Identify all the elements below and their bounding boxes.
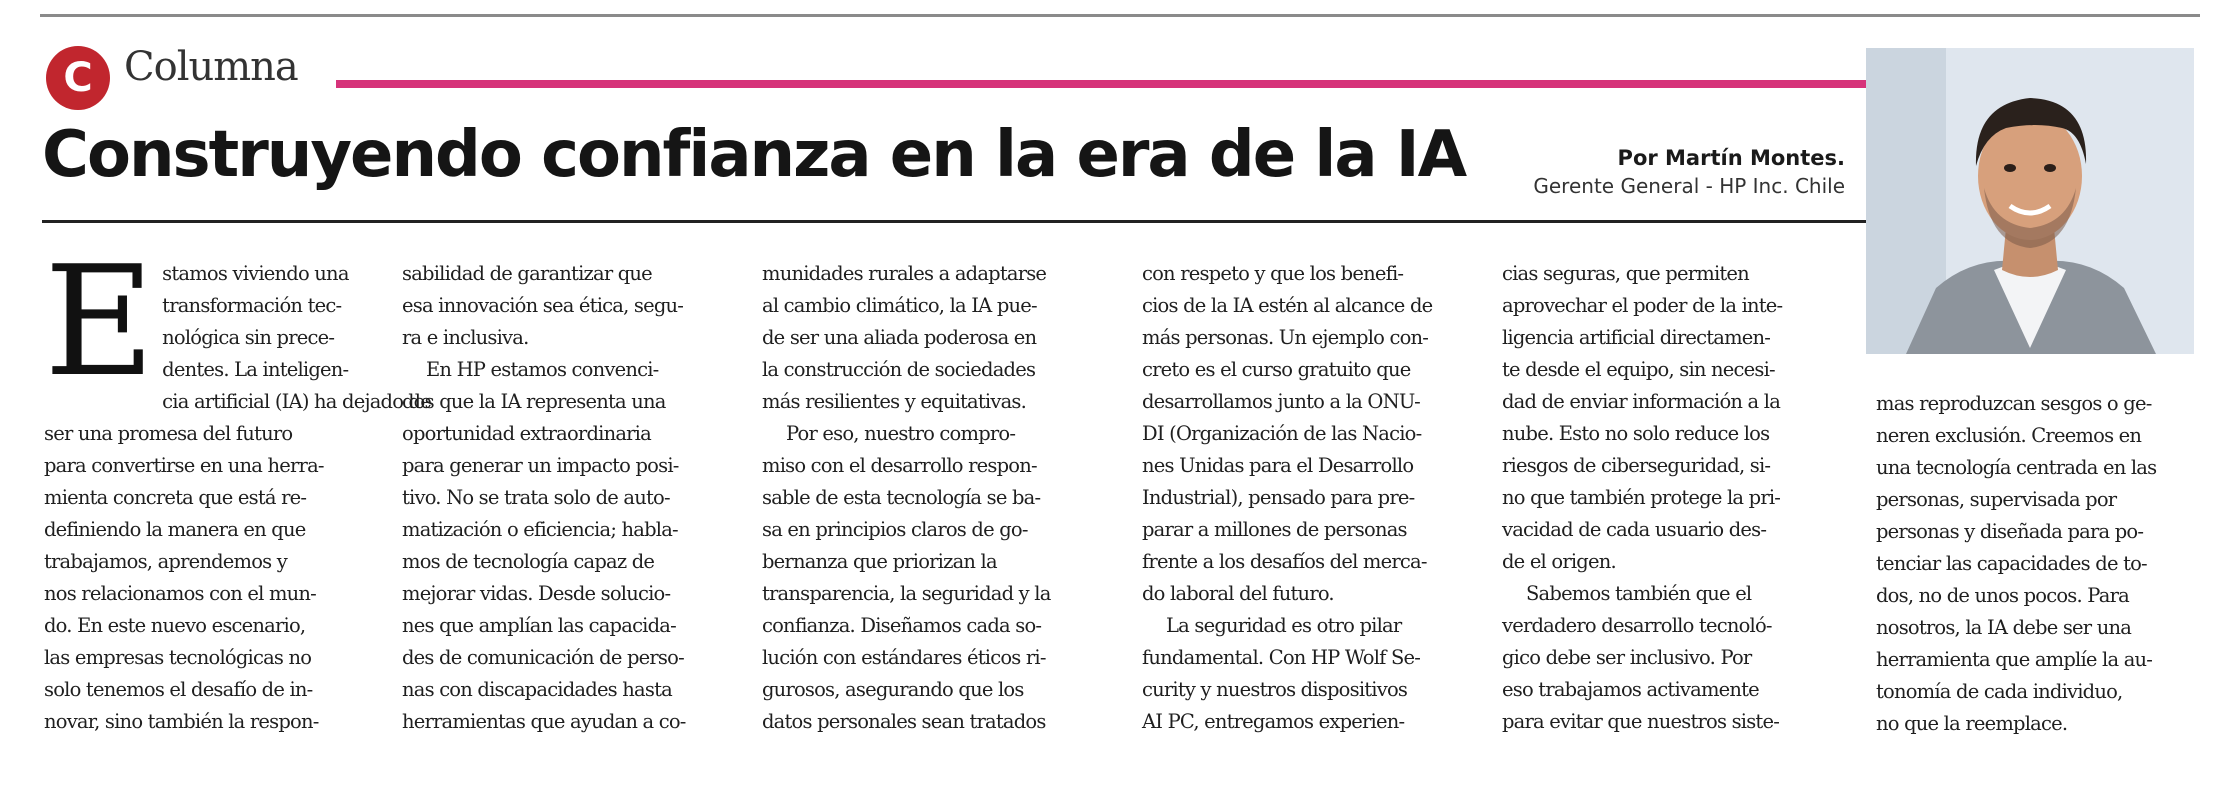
text-line: no que la reemplace. bbox=[1876, 712, 2068, 735]
text-line: creto es el curso gratuito que bbox=[1142, 358, 1411, 381]
headline-rule bbox=[42, 220, 1868, 223]
author-portrait-image bbox=[1866, 48, 2194, 354]
text-line: dos que la IA representa una bbox=[402, 390, 666, 413]
text-line: personas, supervisada por bbox=[1876, 488, 2117, 511]
text-line: oportunidad extraordinaria bbox=[402, 422, 651, 445]
section-badge: C bbox=[46, 46, 110, 110]
text-line: do. En este nuevo escenario, bbox=[44, 614, 306, 637]
text-line: bernanza que priorizan la bbox=[762, 550, 997, 573]
paragraph bbox=[402, 354, 740, 738]
text-line: nas con discapacidades hasta bbox=[402, 678, 672, 701]
text-line: herramientas que ayudan a co- bbox=[402, 710, 686, 733]
text-line: nosotros, la IA debe ser una bbox=[1876, 616, 2132, 639]
text-line: AI PC, entregamos experien- bbox=[1142, 710, 1405, 733]
article-column-3 bbox=[762, 258, 1100, 738]
text-line: Industrial), pensado para pre- bbox=[1142, 486, 1415, 509]
text-line: La seguridad es otro pilar bbox=[1166, 614, 1402, 637]
text-line: para evitar que nuestros siste- bbox=[1502, 710, 1779, 733]
text-line: herramienta que amplíe la au- bbox=[1876, 648, 2153, 671]
text-line: una tecnología centrada en las bbox=[1876, 456, 2157, 479]
text-line: datos personales sean tratados bbox=[762, 710, 1046, 733]
paragraph bbox=[402, 258, 740, 354]
text-line: más resilientes y equitativas. bbox=[762, 390, 1026, 413]
paragraph bbox=[762, 258, 1100, 418]
text-line: eso trabajamos activamente bbox=[1502, 678, 1759, 701]
text-line: definiendo la manera en que bbox=[44, 518, 306, 541]
paragraph bbox=[1502, 258, 1840, 578]
article-column-6 bbox=[1876, 388, 2200, 740]
text-line: trabajamos, aprendemos y bbox=[44, 550, 288, 573]
text-line: stamos viviendo una bbox=[162, 262, 349, 285]
text-line: más personas. Un ejemplo con- bbox=[1142, 326, 1429, 349]
text-line: mienta concreta que está re- bbox=[44, 486, 307, 509]
text-line: cias seguras, que permiten bbox=[1502, 262, 1749, 285]
section-label: Columna bbox=[124, 44, 298, 90]
text-line: sabilidad de garantizar que bbox=[402, 262, 652, 285]
paragraph bbox=[762, 418, 1100, 738]
text-line: lución con estándares éticos ri- bbox=[762, 646, 1046, 669]
text-line: para convertirse en una herra- bbox=[44, 454, 324, 477]
text-line: no que también protege la pri- bbox=[1502, 486, 1781, 509]
text-line: confianza. Diseñamos cada so- bbox=[762, 614, 1042, 637]
text-line: tenciar las capacidades de to- bbox=[1876, 552, 2147, 575]
text-line: nes que amplían las capacida- bbox=[402, 614, 676, 637]
top-rule bbox=[40, 14, 2200, 17]
text-line: matización o eficiencia; habla- bbox=[402, 518, 678, 541]
text-line: dad de enviar información a la bbox=[1502, 390, 1781, 413]
paragraph bbox=[1502, 578, 1840, 738]
text-line: de el origen. bbox=[1502, 550, 1616, 573]
text-line: de ser una aliada poderosa en bbox=[762, 326, 1037, 349]
text-line: Sabemos también que el bbox=[1526, 582, 1752, 605]
text-line: aprovechar el poder de la inte- bbox=[1502, 294, 1783, 317]
text-line: ser una promesa del futuro bbox=[44, 422, 293, 445]
text-line: desarrollamos junto a la ONU- bbox=[1142, 390, 1420, 413]
byline-author: Por Martín Montes. bbox=[1617, 146, 1845, 170]
text-line: frente a los desafíos del merca- bbox=[1142, 550, 1427, 573]
text-line: cios de la IA estén al alcance de bbox=[1142, 294, 1433, 317]
text-line: gico debe ser inclusivo. Por bbox=[1502, 646, 1752, 669]
text-line: curity y nuestros dispositivos bbox=[1142, 678, 1408, 701]
text-line: te desde el equipo, sin necesi- bbox=[1502, 358, 1775, 381]
text-line: miso con el desarrollo respon- bbox=[762, 454, 1037, 477]
text-line: nes Unidas para el Desarrollo bbox=[1142, 454, 1414, 477]
text-line: parar a millones de personas bbox=[1142, 518, 1407, 541]
article-column-5 bbox=[1502, 258, 1840, 738]
article-column-2 bbox=[402, 258, 740, 738]
text-line: mas reproduzcan sesgos o ge- bbox=[1876, 392, 2152, 415]
text-line: ligencia artificial directamen- bbox=[1502, 326, 1771, 349]
dropcap: E bbox=[44, 233, 155, 410]
text-line: vacidad de cada usuario des- bbox=[1502, 518, 1767, 541]
text-line: esa innovación sea ética, segu- bbox=[402, 294, 684, 317]
text-line: solo tenemos el desafío de in- bbox=[44, 678, 313, 701]
paragraph bbox=[1876, 388, 2200, 740]
text-line: personas y diseñada para po- bbox=[1876, 520, 2144, 543]
text-line: nológica sin prece- bbox=[162, 326, 335, 349]
byline-role: Gerente General - HP Inc. Chile bbox=[1533, 174, 1845, 198]
text-line: do laboral del futuro. bbox=[1142, 582, 1334, 605]
text-line: nube. Esto no solo reduce los bbox=[1502, 422, 1770, 445]
text-line: dentes. La inteligen- bbox=[162, 358, 349, 381]
text-line: transformación tec- bbox=[162, 294, 342, 317]
text-line: al cambio climático, la IA pue- bbox=[762, 294, 1037, 317]
text-line: gurosos, asegurando que los bbox=[762, 678, 1024, 701]
text-line: sa en principios claros de go- bbox=[762, 518, 1028, 541]
text-line: mejorar vidas. Desde solucio- bbox=[402, 582, 671, 605]
article-column-4 bbox=[1142, 258, 1480, 738]
text-line: munidades rurales a adaptarse bbox=[762, 262, 1047, 285]
text-line: transparencia, la seguridad y la bbox=[762, 582, 1051, 605]
byline bbox=[1533, 146, 1845, 198]
text-line: ra e inclusiva. bbox=[402, 326, 529, 349]
paragraph bbox=[1142, 610, 1480, 738]
text-line: des de comunicación de perso- bbox=[402, 646, 684, 669]
article-headline: Construyendo confianza en la era de la IA bbox=[42, 118, 1466, 192]
text-line: riesgos de ciberseguridad, si- bbox=[1502, 454, 1771, 477]
text-line: verdadero desarrollo tecnoló- bbox=[1502, 614, 1772, 637]
text-line: sable de esta tecnología se ba- bbox=[762, 486, 1041, 509]
text-line: tonomía de cada individuo, bbox=[1876, 680, 2123, 703]
paragraph bbox=[1142, 258, 1480, 610]
text-line: novar, sino también la respon- bbox=[44, 710, 319, 733]
text-line: neren exclusión. Creemos en bbox=[1876, 424, 2142, 447]
text-line: las empresas tecnológicas no bbox=[44, 646, 312, 669]
text-line: Por eso, nuestro compro- bbox=[786, 422, 1016, 445]
text-line: tivo. No se trata solo de auto- bbox=[402, 486, 670, 509]
text-line: mos de tecnología capaz de bbox=[402, 550, 655, 573]
section-rule bbox=[336, 80, 1866, 88]
text-line: nos relacionamos con el mun- bbox=[44, 582, 316, 605]
author-photo bbox=[1866, 48, 2194, 354]
text-line: DI (Organización de las Nacio- bbox=[1142, 422, 1422, 445]
text-line: para generar un impacto posi- bbox=[402, 454, 679, 477]
text-line: En HP estamos convenci- bbox=[426, 358, 659, 381]
article-column-1 bbox=[44, 233, 431, 738]
text-line: fundamental. Con HP Wolf Se- bbox=[1142, 646, 1421, 669]
text-line: cia artificial (IA) ha dejado de bbox=[162, 390, 431, 413]
text-line: la construcción de sociedades bbox=[762, 358, 1036, 381]
text-line: dos, no de unos pocos. Para bbox=[1876, 584, 2129, 607]
text-line: con respeto y que los benefi- bbox=[1142, 262, 1404, 285]
